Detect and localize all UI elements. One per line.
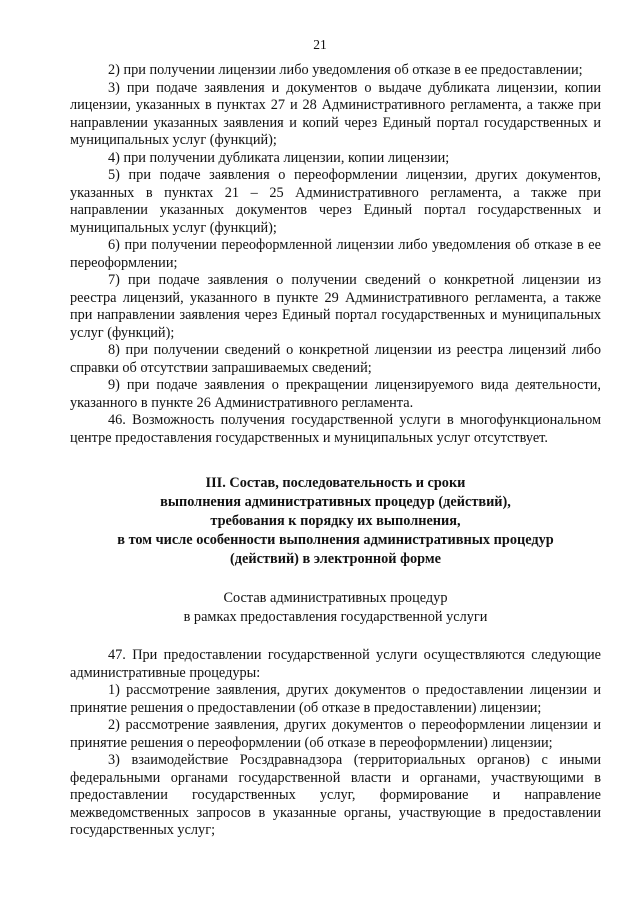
section-heading-line: III. Состав, последовательность и сроки bbox=[205, 475, 466, 491]
section-heading bbox=[70, 474, 601, 569]
paragraph: 46. Возможность получения государственной услуги в многофункциональном центре предоставления государственных и муниципальных услуг отсутствует. bbox=[70, 412, 601, 446]
page-number: 21 bbox=[313, 37, 327, 52]
paragraph: 5) при подаче заявления о переоформлении лицензии, других документов, указанных в пунктах 21 – 25 Административного регламента, а также при направлении указанных документов через Единый портал государственных и муниципальных услуг (функций); bbox=[70, 167, 601, 236]
sub-heading bbox=[70, 589, 601, 627]
paragraph: 47. При предоставлении государственной услуги осуществляются следующие административные процедуры: bbox=[70, 647, 601, 681]
document-body bbox=[70, 62, 601, 840]
paragraph: 6) при получении переоформленной лицензии либо уведомления об отказе в ее переоформлении; bbox=[70, 237, 601, 271]
section-heading-line: в том числе особенности выполнения административных процедур bbox=[117, 532, 554, 548]
paragraph: 3) взаимодействие Росздравнадзора (территориальных органов) с иными федеральными органами государственной власти и органами, участвующими в предоставлении государственных услуг, формирование и направление межведомственных запросов в указанные органы, участвующие в предоставлении государственных услуг; bbox=[70, 752, 601, 838]
paragraph: 2) рассмотрение заявления, других документов о переоформлении лицензии и принятие решения о переоформлении (об отказе в переоформлении) лицензии; bbox=[70, 717, 601, 751]
section-heading-line: выполнения административных процедур (действий), bbox=[160, 494, 511, 510]
paragraph: 7) при подаче заявления о получении сведений о конкретной лицензии из реестра лицензий, указанного в пункте 29 Административного регламента, а также при направлении заявления через Единый портал государственных и муниципальных услуг (функций); bbox=[70, 272, 601, 341]
paragraph: 2) при получении лицензии либо уведомления об отказе в ее предоставлении; bbox=[108, 62, 583, 78]
section-heading-line: требования к порядку их выполнения, bbox=[210, 513, 461, 529]
sub-heading-line: Состав административных процедур bbox=[223, 590, 448, 606]
paragraphs-top bbox=[70, 62, 601, 447]
paragraph: 1) рассмотрение заявления, других документов о предоставлении лицензии и принятие решения о предоставлении (об отказе в предоставлении) лицензии; bbox=[70, 682, 601, 716]
paragraphs-bottom bbox=[70, 647, 601, 840]
paragraph: 8) при получении сведений о конкретной лицензии из реестра лицензий либо справки об отсутствии запрашиваемых сведений; bbox=[70, 342, 601, 376]
section-heading-line: (действий) в электронной форме bbox=[230, 551, 441, 567]
sub-heading-line: в рамках предоставления государственной услуги bbox=[183, 609, 488, 625]
paragraph: 3) при подаче заявления и документов о выдаче дубликата лицензии, копии лицензии, указанных в пунктах 27 и 28 Административного регламента, а также при направлении указанных заявления и копий через Единый портал государственных и муниципальных услуг (функций); bbox=[70, 79, 601, 148]
paragraph: 9) при подаче заявления о прекращении лицензируемого вида деятельности, указанного в пункте 26 Административного регламента. bbox=[70, 377, 601, 411]
paragraph: 4) при получении дубликата лицензии, копии лицензии; bbox=[108, 149, 450, 166]
